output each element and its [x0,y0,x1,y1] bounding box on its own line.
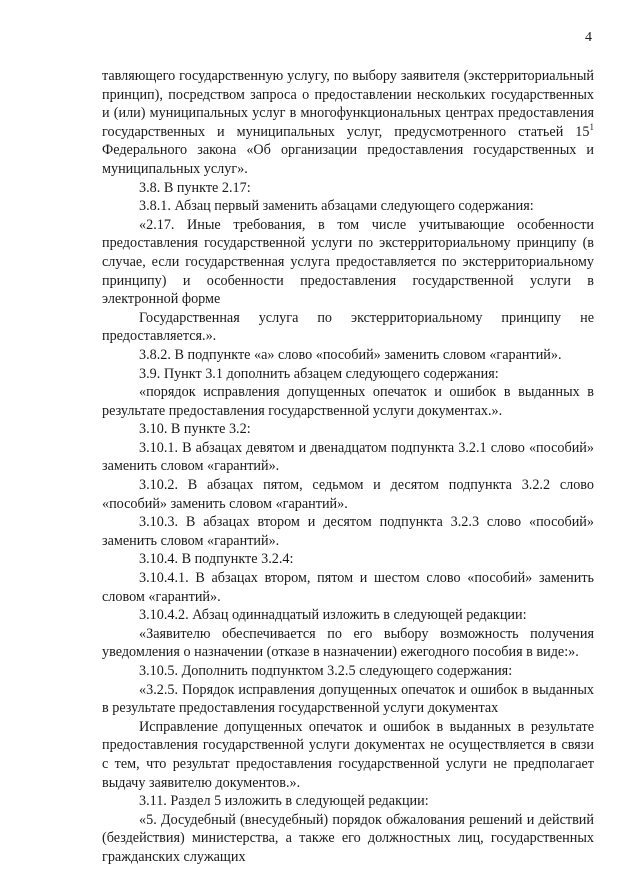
paragraph [102,67,594,179]
paragraph: «Заявителю обеспечивается по его выбору возможность получения уведомления о назначении (отказе в назначении) ежегодного пособия в виде:». [102,625,594,661]
paragraph: 3.10.4.2. Абзац одиннадцатый изложить в следующей редакции: [139,607,527,624]
paragraph: 3.8. В пункте 2.17: [139,179,251,196]
paragraph: 3.10. В пункте 3.2: [139,421,251,438]
paragraph: 3.8.1. Абзац первый заменить абзацами следующего содержания: [139,198,534,215]
paragraph: «3.2.5. Порядок исправления допущенных опечаток и ошибок в выданных в результате предоставления государственной услуги документах [102,681,594,717]
paragraph: 3.10.3. В абзацах втором и десятом подпункта 3.2.3 слово «пособий» заменить словом «гарантий». [102,514,594,549]
paragraph: 3.10.1. В абзацах девятом и двенадцатом подпункта 3.2.1 слово «пособий» заменить словом «гарантий». [102,439,594,475]
paragraph: 3.11. Раздел 5 изложить в следующей редакции: [139,793,429,810]
paragraph: «5. Досудебный (внесудебный) порядок обжалования решений и действий (бездействия) министерства, а также его должностных лиц, государственных гражданских служащих [102,811,594,865]
paragraph: 3.10.4. В подпункте 3.2.4: [139,551,294,568]
paragraph: «порядок исправления допущенных опечаток и ошибок в выданных в результате предоставления государственной услуги документах.». [102,384,594,419]
footnote-superscript: 1 [589,121,594,132]
paragraph: 3.9. Пункт 3.1 дополнить абзацем следующего содержания: [139,365,499,382]
paragraph-text: Федерального закона «Об организации предоставления государственных и муниципальных услуг». [102,142,594,177]
paragraph: Государственная услуга по экстерриториальному принципу не предоставляется.». [102,309,594,345]
paragraph: 3.8.2. В подпункте «а» слово «пособий» заменить словом «гарантий». [139,346,562,363]
paragraph-text: тавляющего государственную услугу, по выбору заявителя (экстерриториальный принцип), посредством запроса о предоставлении нескольких государственных и (или) муниципальных услуг в многофункциональных центрах предоставления государственных и муниципальных услуг, предусмотренного статьей 15 [102,68,594,140]
paragraph: Исправление допущенных опечаток и ошибок в выданных в результате предоставления государственной услуги документах не осуществляется в связи с тем, что результат предоставления государственной услуги не предполагает выдачу заявителю документов.». [102,718,594,791]
paragraph: 3.10.2. В абзацах пятом, седьмом и десятом подпункта 3.2.2 слово «пособий» заменить словом «гарантий». [102,477,594,512]
paragraph: 3.10.4.1. В абзацах втором, пятом и шестом слово «пособий» заменить словом «гарантий». [102,570,594,605]
paragraph: «2.17. Иные требования, в том числе учитывающие особенности предоставления государственной услуги по экстерриториальному принципу (в случае, если государственная услуга предоставляется по экстерриториальному принципу) и особенности предоставления государственной услуги в электронной форме [102,216,594,308]
page-number: 4 [585,30,592,45]
paragraph: 3.10.5. Дополнить подпунктом 3.2.5 следующего содержания: [139,663,513,679]
document-body [102,67,594,867]
